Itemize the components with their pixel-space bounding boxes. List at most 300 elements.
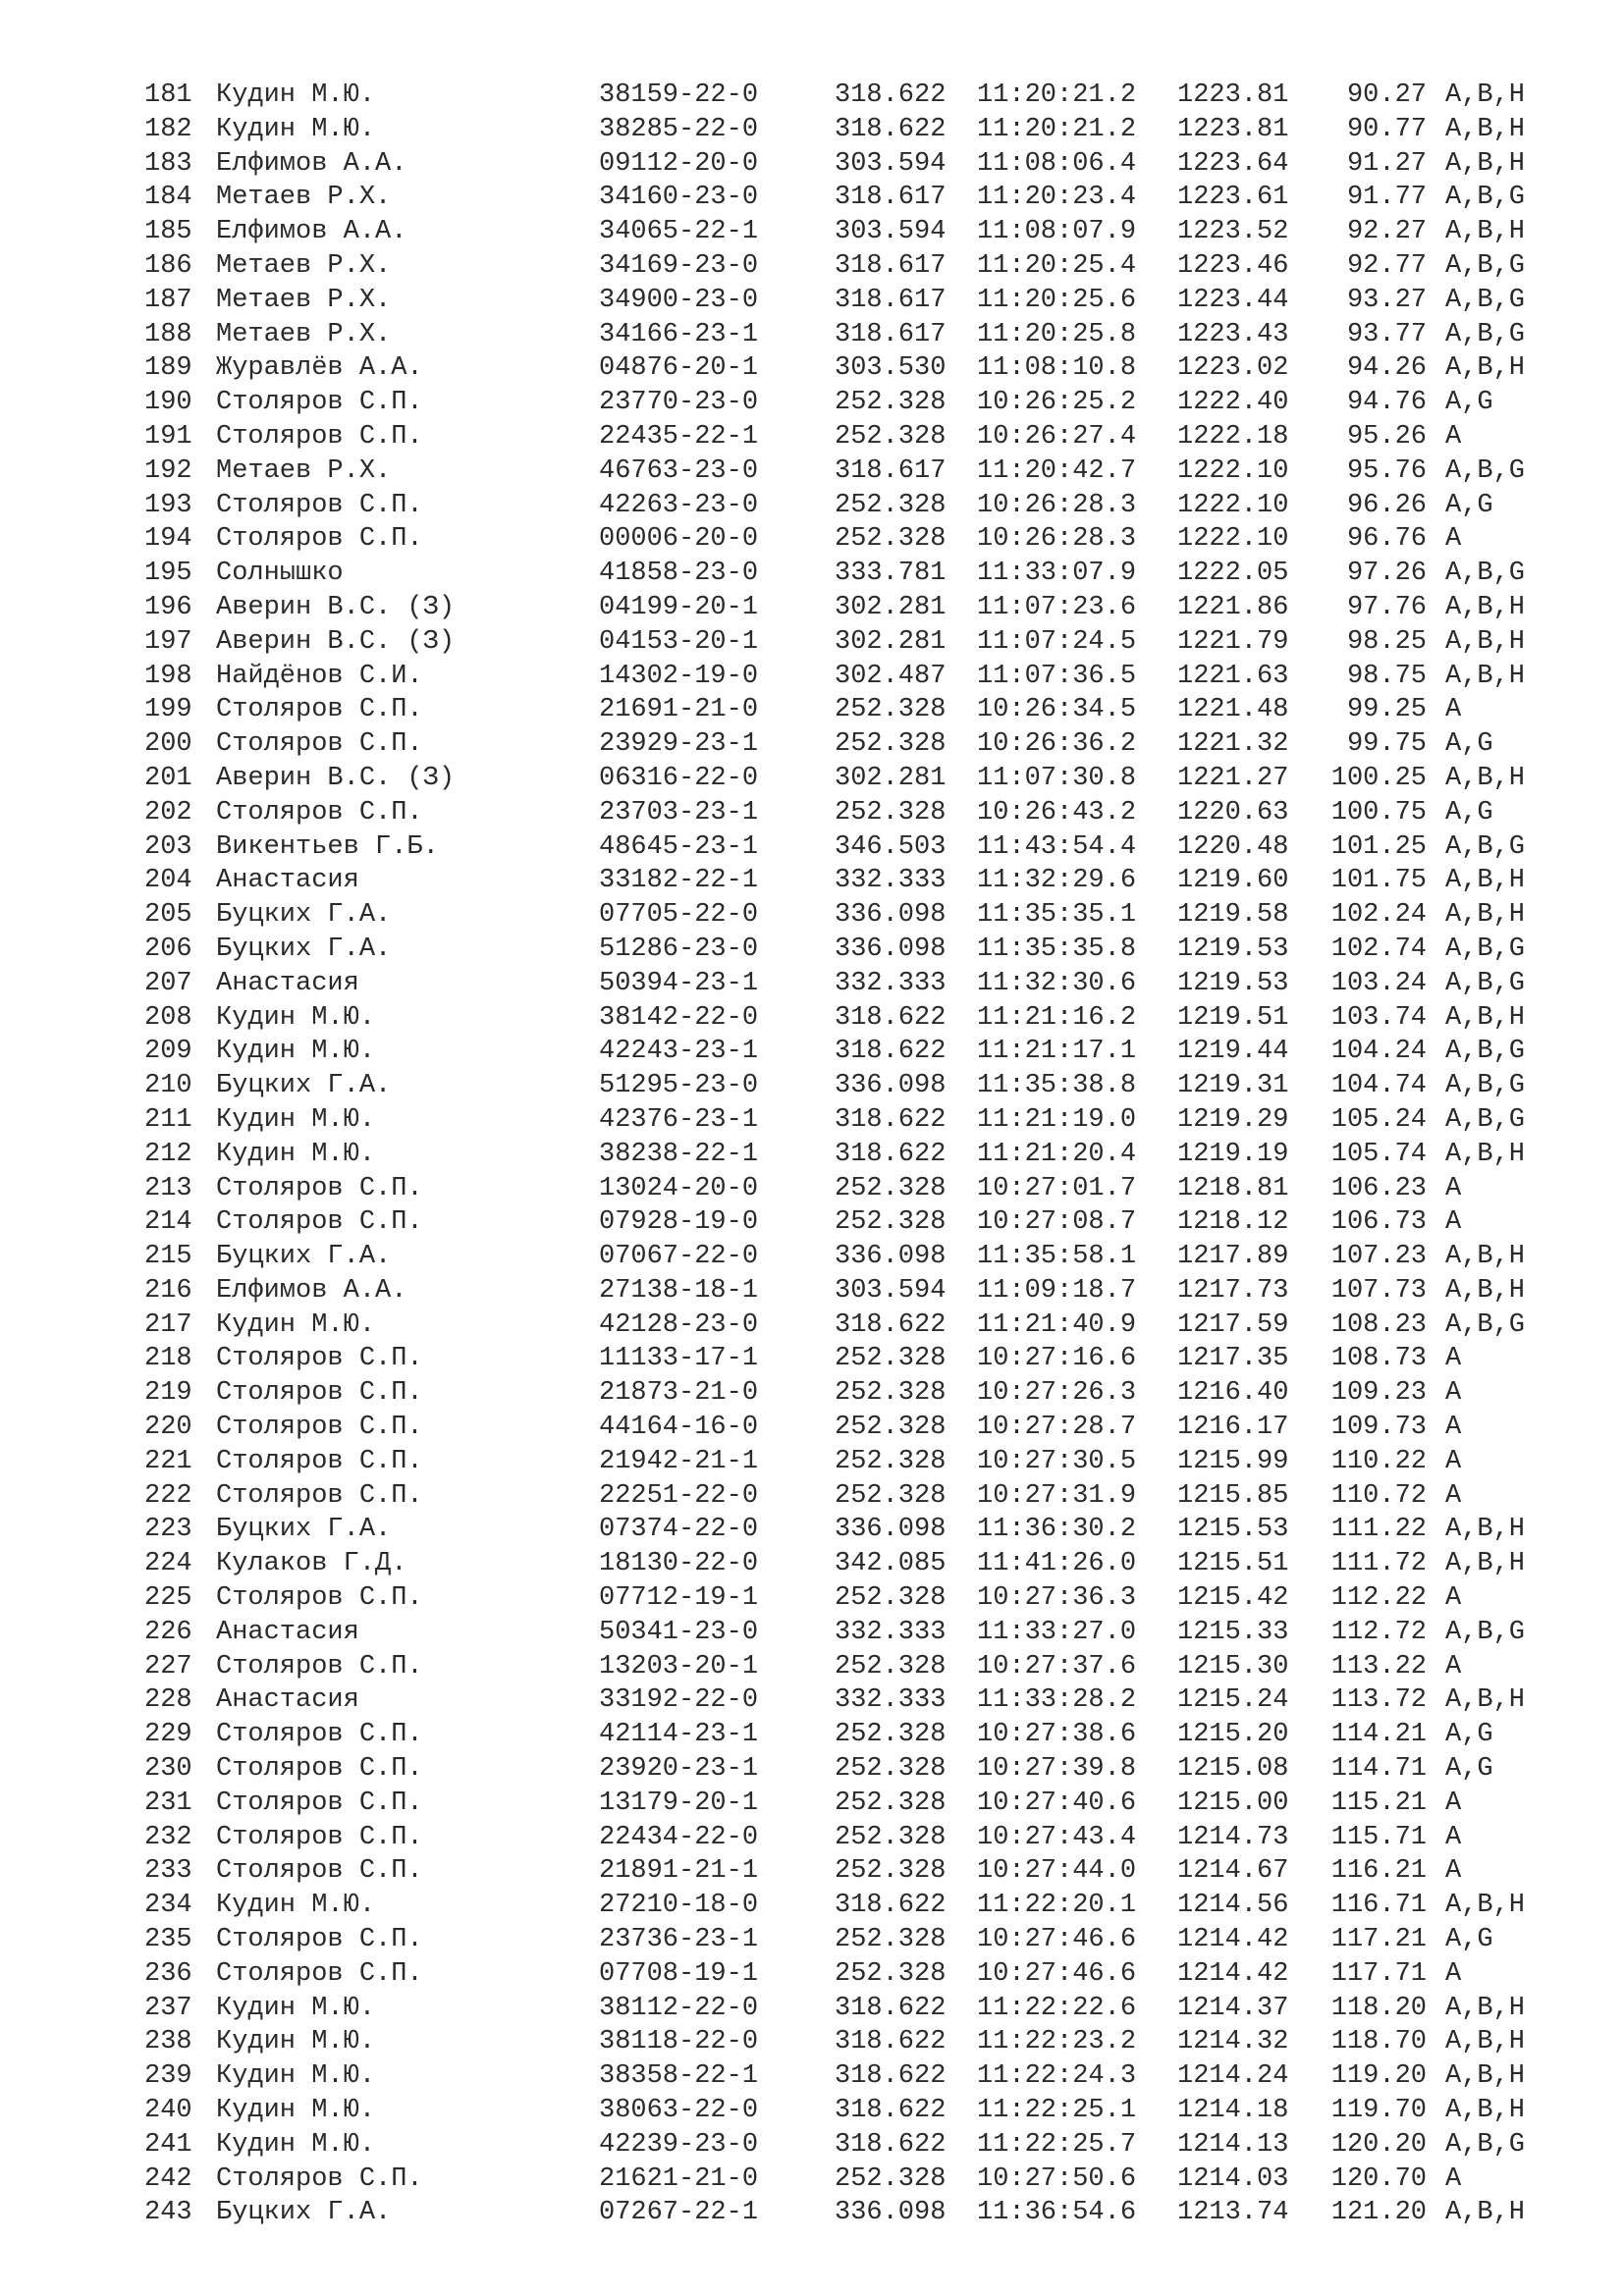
points-value: 105.24	[1330, 1104, 1427, 1135]
speed-value: 1214.42	[1177, 1925, 1289, 1955]
ring-number: 33192-22-0	[599, 1685, 759, 1716]
points-value: 91.77	[1346, 183, 1427, 213]
distance-value: 302.281	[835, 763, 947, 793]
owner-name: Буцких Г.А.	[216, 2198, 392, 2228]
points-value: 98.25	[1346, 626, 1427, 657]
distance-value: 336.098	[835, 934, 947, 964]
ring-number: 23929-23-1	[599, 729, 759, 760]
ring-number: 42263-23-0	[599, 490, 759, 520]
rank-number: 217	[144, 1309, 192, 1340]
table-row	[144, 147, 1548, 182]
arrival-time: 10:26:34.5	[977, 695, 1137, 725]
speed-value: 1221.27	[1177, 763, 1289, 793]
points-value: 108.73	[1330, 1344, 1427, 1374]
rank-number: 242	[144, 2163, 192, 2194]
speed-value: 1223.43	[1177, 319, 1289, 349]
arrival-time: 10:26:36.2	[977, 729, 1137, 760]
ring-number: 22434-22-0	[599, 1822, 759, 1852]
points-value: 100.25	[1330, 763, 1427, 793]
speed-value: 1222.10	[1177, 455, 1289, 486]
table-row	[144, 1821, 1548, 1855]
class-codes: A	[1445, 1822, 1462, 1852]
arrival-time: 11:36:30.2	[977, 1515, 1137, 1545]
table-row	[144, 1616, 1548, 1650]
rank-number: 196	[144, 592, 192, 622]
ring-number: 50341-23-0	[599, 1617, 759, 1647]
distance-value: 336.098	[835, 1515, 947, 1545]
points-value: 109.23	[1330, 1378, 1427, 1409]
points-value: 107.23	[1330, 1242, 1427, 1272]
ring-number: 42114-23-1	[599, 1720, 759, 1750]
class-codes: A	[1445, 1651, 1462, 1682]
arrival-time: 11:22:22.6	[977, 1993, 1137, 2023]
distance-value: 318.617	[835, 285, 947, 315]
table-row	[144, 1342, 1548, 1376]
distance-value: 332.333	[835, 866, 947, 896]
rank-number: 195	[144, 559, 192, 589]
rank-number: 212	[144, 1139, 192, 1169]
ring-number: 38112-22-0	[599, 1993, 759, 2023]
points-value: 110.22	[1330, 1446, 1427, 1476]
ring-number: 00006-20-0	[599, 524, 759, 555]
distance-value: 252.328	[835, 1480, 947, 1511]
ring-number: 07374-22-0	[599, 1515, 759, 1545]
owner-name: Столяров С.П.	[216, 421, 423, 452]
table-row	[144, 864, 1548, 898]
ring-number: 18130-22-0	[599, 1549, 759, 1579]
ring-number: 44164-16-0	[599, 1413, 759, 1443]
speed-value: 1219.53	[1177, 968, 1289, 998]
speed-value: 1223.44	[1177, 285, 1289, 315]
owner-name: Столяров С.П.	[216, 1446, 423, 1476]
owner-name: Столяров С.П.	[216, 729, 423, 760]
points-value: 119.70	[1330, 2096, 1427, 2126]
arrival-time: 11:36:54.6	[977, 2198, 1137, 2228]
arrival-time: 10:27:08.7	[977, 1207, 1137, 1238]
rank-number: 201	[144, 763, 192, 793]
rank-number: 193	[144, 490, 192, 520]
owner-name: Аверин В.С. (З)	[216, 626, 456, 657]
points-value: 117.21	[1330, 1925, 1427, 1955]
speed-value: 1219.58	[1177, 900, 1289, 931]
distance-value: 318.617	[835, 319, 947, 349]
class-codes: A	[1445, 1958, 1462, 1989]
ring-number: 23736-23-1	[599, 1925, 759, 1955]
class-codes: A,B,H	[1445, 763, 1526, 793]
class-codes: A,G	[1445, 1754, 1493, 1785]
points-value: 119.20	[1330, 2061, 1427, 2092]
rank-number: 213	[144, 1173, 192, 1203]
arrival-time: 11:22:25.7	[977, 2129, 1137, 2160]
owner-name: Елфимов А.А.	[216, 217, 407, 247]
speed-value: 1215.33	[1177, 1617, 1289, 1647]
ring-number: 38063-22-0	[599, 2096, 759, 2126]
table-row	[144, 2025, 1548, 2059]
arrival-time: 10:27:46.6	[977, 1958, 1137, 1989]
owner-name: Солнышко	[216, 559, 344, 589]
table-row	[144, 1103, 1548, 1138]
ring-number: 33182-22-1	[599, 866, 759, 896]
points-value: 90.77	[1346, 114, 1427, 144]
speed-value: 1216.40	[1177, 1378, 1289, 1409]
table-row	[144, 1069, 1548, 1103]
class-codes: A	[1445, 2163, 1462, 2194]
table-row	[144, 113, 1548, 147]
rank-number: 200	[144, 729, 192, 760]
owner-name: Буцких Г.А.	[216, 1242, 392, 1272]
arrival-time: 10:27:30.5	[977, 1446, 1137, 1476]
arrival-time: 10:27:40.6	[977, 1788, 1137, 1818]
ring-number: 50394-23-1	[599, 968, 759, 998]
arrival-time: 11:07:30.8	[977, 763, 1137, 793]
ring-number: 14302-19-0	[599, 661, 759, 691]
distance-value: 252.328	[835, 1207, 947, 1238]
rank-number: 204	[144, 866, 192, 896]
points-value: 114.21	[1330, 1720, 1427, 1750]
speed-value: 1215.20	[1177, 1720, 1289, 1750]
speed-value: 1215.08	[1177, 1754, 1289, 1785]
arrival-time: 11:33:27.0	[977, 1617, 1137, 1647]
class-codes: A,B,H	[1445, 661, 1526, 691]
class-codes: A	[1445, 1856, 1462, 1887]
rank-number: 237	[144, 1993, 192, 2023]
points-value: 114.71	[1330, 1754, 1427, 1785]
distance-value: 346.503	[835, 831, 947, 862]
points-value: 99.75	[1346, 729, 1427, 760]
distance-value: 303.594	[835, 148, 947, 179]
distance-value: 302.281	[835, 626, 947, 657]
ring-number: 09112-20-0	[599, 148, 759, 179]
speed-value: 1221.63	[1177, 661, 1289, 691]
arrival-time: 11:21:20.4	[977, 1139, 1137, 1169]
table-row	[144, 2128, 1548, 2163]
distance-value: 252.328	[835, 524, 947, 555]
ring-number: 48645-23-1	[599, 831, 759, 862]
ring-number: 27210-18-0	[599, 1891, 759, 1921]
points-value: 116.21	[1330, 1856, 1427, 1887]
rank-number: 198	[144, 661, 192, 691]
ring-number: 38238-22-1	[599, 1139, 759, 1169]
table-row	[144, 2163, 1548, 2197]
rank-number: 182	[144, 114, 192, 144]
ring-number: 07067-22-0	[599, 1242, 759, 1272]
points-value: 92.77	[1346, 250, 1427, 281]
ring-number: 07705-22-0	[599, 900, 759, 931]
class-codes: A,B,H	[1445, 866, 1526, 896]
table-row	[144, 1001, 1548, 1036]
distance-value: 252.328	[835, 1958, 947, 1989]
rank-number: 185	[144, 217, 192, 247]
speed-value: 1214.03	[1177, 2163, 1289, 2194]
speed-value: 1219.60	[1177, 866, 1289, 896]
points-value: 104.24	[1330, 1037, 1427, 1067]
speed-value: 1221.32	[1177, 729, 1289, 760]
ring-number: 06316-22-0	[599, 763, 759, 793]
rank-number: 209	[144, 1037, 192, 1067]
points-value: 95.26	[1346, 421, 1427, 452]
arrival-time: 11:35:58.1	[977, 1242, 1137, 1272]
arrival-time: 10:27:50.6	[977, 2163, 1137, 2194]
points-value: 105.74	[1330, 1139, 1427, 1169]
arrival-time: 11:33:07.9	[977, 559, 1137, 589]
table-row	[144, 1513, 1548, 1547]
table-row	[144, 762, 1548, 796]
arrival-time: 11:43:54.4	[977, 831, 1137, 862]
points-value: 92.27	[1346, 217, 1427, 247]
distance-value: 318.622	[835, 1891, 947, 1921]
class-codes: A,B,G	[1445, 285, 1526, 315]
points-value: 96.76	[1346, 524, 1427, 555]
speed-value: 1219.31	[1177, 1071, 1289, 1101]
owner-name: Столяров С.П.	[216, 1413, 423, 1443]
arrival-time: 10:27:46.6	[977, 1925, 1137, 1955]
distance-value: 332.333	[835, 1617, 947, 1647]
arrival-time: 11:20:25.8	[977, 319, 1137, 349]
rank-number: 183	[144, 148, 192, 179]
arrival-time: 11:20:21.2	[977, 80, 1137, 110]
rank-number: 199	[144, 695, 192, 725]
distance-value: 252.328	[835, 1413, 947, 1443]
class-codes: A,B,G	[1445, 1037, 1526, 1067]
points-value: 118.70	[1330, 2027, 1427, 2057]
owner-name: Журавлёв А.А.	[216, 353, 423, 384]
class-codes: A,B,H	[1445, 2061, 1526, 2092]
speed-value: 1214.67	[1177, 1856, 1289, 1887]
arrival-time: 11:22:20.1	[977, 1891, 1137, 1921]
speed-value: 1219.44	[1177, 1037, 1289, 1067]
class-codes: A,G	[1445, 1720, 1493, 1750]
class-codes: A,B,G	[1445, 1309, 1526, 1340]
points-value: 93.77	[1346, 319, 1427, 349]
owner-name: Метаев Р.Х.	[216, 319, 392, 349]
table-row	[144, 1035, 1548, 1069]
table-row	[144, 79, 1548, 113]
distance-value: 336.098	[835, 900, 947, 931]
arrival-time: 11:21:17.1	[977, 1037, 1137, 1067]
owner-name: Анастасия	[216, 1685, 359, 1716]
speed-value: 1219.53	[1177, 934, 1289, 964]
points-value: 112.72	[1330, 1617, 1427, 1647]
distance-value: 252.328	[835, 2163, 947, 2194]
points-value: 99.25	[1346, 695, 1427, 725]
points-value: 104.74	[1330, 1071, 1427, 1101]
class-codes: A,B,H	[1445, 1275, 1526, 1306]
class-codes: A,B,G	[1445, 1104, 1526, 1135]
ring-number: 21942-21-1	[599, 1446, 759, 1476]
rank-number: 184	[144, 183, 192, 213]
owner-name: Буцких Г.А.	[216, 1071, 392, 1101]
arrival-time: 11:32:29.6	[977, 866, 1137, 896]
points-value: 94.26	[1346, 353, 1427, 384]
rank-number: 227	[144, 1651, 192, 1682]
owner-name: Столяров С.П.	[216, 1720, 423, 1750]
class-codes: A,B,G	[1445, 831, 1526, 862]
ring-number: 34166-23-1	[599, 319, 759, 349]
arrival-time: 11:08:06.4	[977, 148, 1137, 179]
speed-value: 1217.59	[1177, 1309, 1289, 1340]
ring-number: 34169-23-0	[599, 250, 759, 281]
ring-number: 21873-21-0	[599, 1378, 759, 1409]
owner-name: Кудин М.Ю.	[216, 1993, 376, 2023]
class-codes: A	[1445, 421, 1462, 452]
owner-name: Буцких Г.А.	[216, 1515, 392, 1545]
table-row	[144, 181, 1548, 215]
owner-name: Столяров С.П.	[216, 1925, 423, 1955]
speed-value: 1221.86	[1177, 592, 1289, 622]
arrival-time: 10:27:39.8	[977, 1754, 1137, 1785]
arrival-time: 11:22:23.2	[977, 2027, 1137, 2057]
distance-value: 336.098	[835, 2198, 947, 2228]
ring-number: 11133-17-1	[599, 1344, 759, 1374]
speed-value: 1220.48	[1177, 831, 1289, 862]
rank-number: 231	[144, 1788, 192, 1818]
rank-number: 187	[144, 285, 192, 315]
arrival-time: 10:26:25.2	[977, 388, 1137, 418]
rank-number: 202	[144, 797, 192, 828]
ring-number: 42243-23-1	[599, 1037, 759, 1067]
points-value: 106.23	[1330, 1173, 1427, 1203]
class-codes: A,B,H	[1445, 1993, 1526, 2023]
owner-name: Кудин М.Ю.	[216, 1037, 376, 1067]
rank-number: 225	[144, 1583, 192, 1614]
ring-number: 13179-20-1	[599, 1788, 759, 1818]
distance-value: 318.622	[835, 1309, 947, 1340]
table-row	[144, 660, 1548, 694]
table-row	[144, 1718, 1548, 1752]
rank-number: 211	[144, 1104, 192, 1135]
distance-value: 318.617	[835, 250, 947, 281]
points-value: 91.27	[1346, 148, 1427, 179]
points-value: 108.23	[1330, 1309, 1427, 1340]
points-value: 102.74	[1330, 934, 1427, 964]
points-value: 97.26	[1346, 559, 1427, 589]
arrival-time: 10:27:01.7	[977, 1173, 1137, 1203]
owner-name: Столяров С.П.	[216, 1173, 423, 1203]
speed-value: 1223.81	[1177, 80, 1289, 110]
ring-number: 23770-23-0	[599, 388, 759, 418]
arrival-time: 11:08:10.8	[977, 353, 1137, 384]
speed-value: 1217.35	[1177, 1344, 1289, 1374]
ring-number: 21891-21-1	[599, 1856, 759, 1887]
distance-value: 332.333	[835, 1685, 947, 1716]
rank-number: 190	[144, 388, 192, 418]
owner-name: Метаев Р.Х.	[216, 285, 392, 315]
arrival-time: 11:20:25.4	[977, 250, 1137, 281]
rank-number: 221	[144, 1446, 192, 1476]
class-codes: A,G	[1445, 729, 1493, 760]
arrival-time: 11:20:25.6	[977, 285, 1137, 315]
ring-number: 38358-22-1	[599, 2061, 759, 2092]
points-value: 103.74	[1330, 1002, 1427, 1033]
rank-number: 188	[144, 319, 192, 349]
distance-value: 302.487	[835, 661, 947, 691]
distance-value: 318.622	[835, 2096, 947, 2126]
owner-name: Столяров С.П.	[216, 1754, 423, 1785]
points-value: 90.27	[1346, 80, 1427, 110]
class-codes: A,B,G	[1445, 968, 1526, 998]
speed-value: 1214.13	[1177, 2129, 1289, 2160]
owner-name: Елфимов А.А.	[216, 1275, 407, 1306]
class-codes: A,B,H	[1445, 2096, 1526, 2126]
ring-number: 07708-19-1	[599, 1958, 759, 1989]
rank-number: 241	[144, 2129, 192, 2160]
arrival-time: 10:27:36.3	[977, 1583, 1137, 1614]
arrival-time: 11:21:19.0	[977, 1104, 1137, 1135]
speed-value: 1215.53	[1177, 1515, 1289, 1545]
speed-value: 1214.56	[1177, 1891, 1289, 1921]
rank-number: 192	[144, 455, 192, 486]
owner-name: Столяров С.П.	[216, 1788, 423, 1818]
speed-value: 1215.00	[1177, 1788, 1289, 1818]
table-row	[144, 1376, 1548, 1411]
table-row	[144, 318, 1548, 352]
arrival-time: 11:35:35.8	[977, 934, 1137, 964]
arrival-time: 10:27:28.7	[977, 1413, 1137, 1443]
owner-name: Столяров С.П.	[216, 1651, 423, 1682]
owner-name: Аверин В.С. (З)	[216, 763, 456, 793]
rank-number: 243	[144, 2198, 192, 2228]
points-value: 97.76	[1346, 592, 1427, 622]
distance-value: 318.622	[835, 1104, 947, 1135]
ring-number: 22435-22-1	[599, 421, 759, 452]
distance-value: 252.328	[835, 421, 947, 452]
arrival-time: 10:27:44.0	[977, 1856, 1137, 1887]
distance-value: 252.328	[835, 1788, 947, 1818]
arrival-time: 11:20:21.2	[977, 114, 1137, 144]
points-value: 98.75	[1346, 661, 1427, 691]
distance-value: 302.281	[835, 592, 947, 622]
ring-number: 21621-21-0	[599, 2163, 759, 2194]
table-row	[144, 2094, 1548, 2128]
points-value: 120.20	[1330, 2129, 1427, 2160]
rank-number: 215	[144, 1242, 192, 1272]
rank-number: 240	[144, 2096, 192, 2126]
owner-name: Анастасия	[216, 968, 359, 998]
table-row	[144, 2196, 1548, 2230]
table-row	[144, 1479, 1548, 1514]
table-row	[144, 1957, 1548, 1992]
speed-value: 1218.81	[1177, 1173, 1289, 1203]
owner-name: Кудин М.Ю.	[216, 1891, 376, 1921]
speed-value: 1214.73	[1177, 1822, 1289, 1852]
distance-value: 252.328	[835, 797, 947, 828]
rank-number: 224	[144, 1549, 192, 1579]
owner-name: Столяров С.П.	[216, 2163, 423, 2194]
ring-number: 22251-22-0	[599, 1480, 759, 1511]
points-value: 113.72	[1330, 1685, 1427, 1716]
rank-number: 229	[144, 1720, 192, 1750]
class-codes: A	[1445, 1480, 1462, 1511]
class-codes: A	[1445, 1583, 1462, 1614]
distance-value: 252.328	[835, 1651, 947, 1682]
table-row	[144, 727, 1548, 762]
ring-number: 41858-23-0	[599, 559, 759, 589]
class-codes: A,B,H	[1445, 1242, 1526, 1272]
distance-value: 252.328	[835, 1754, 947, 1785]
class-codes: A,G	[1445, 1925, 1493, 1955]
speed-value: 1222.18	[1177, 421, 1289, 452]
class-codes: A,B,H	[1445, 1002, 1526, 1033]
distance-value: 252.328	[835, 1344, 947, 1374]
points-value: 111.22	[1330, 1515, 1427, 1545]
class-codes: A,G	[1445, 490, 1493, 520]
points-value: 113.22	[1330, 1651, 1427, 1682]
points-value: 93.27	[1346, 285, 1427, 315]
speed-value: 1222.10	[1177, 524, 1289, 555]
class-codes: A,B,H	[1445, 626, 1526, 657]
distance-value: 318.622	[835, 2129, 947, 2160]
ring-number: 38285-22-0	[599, 114, 759, 144]
